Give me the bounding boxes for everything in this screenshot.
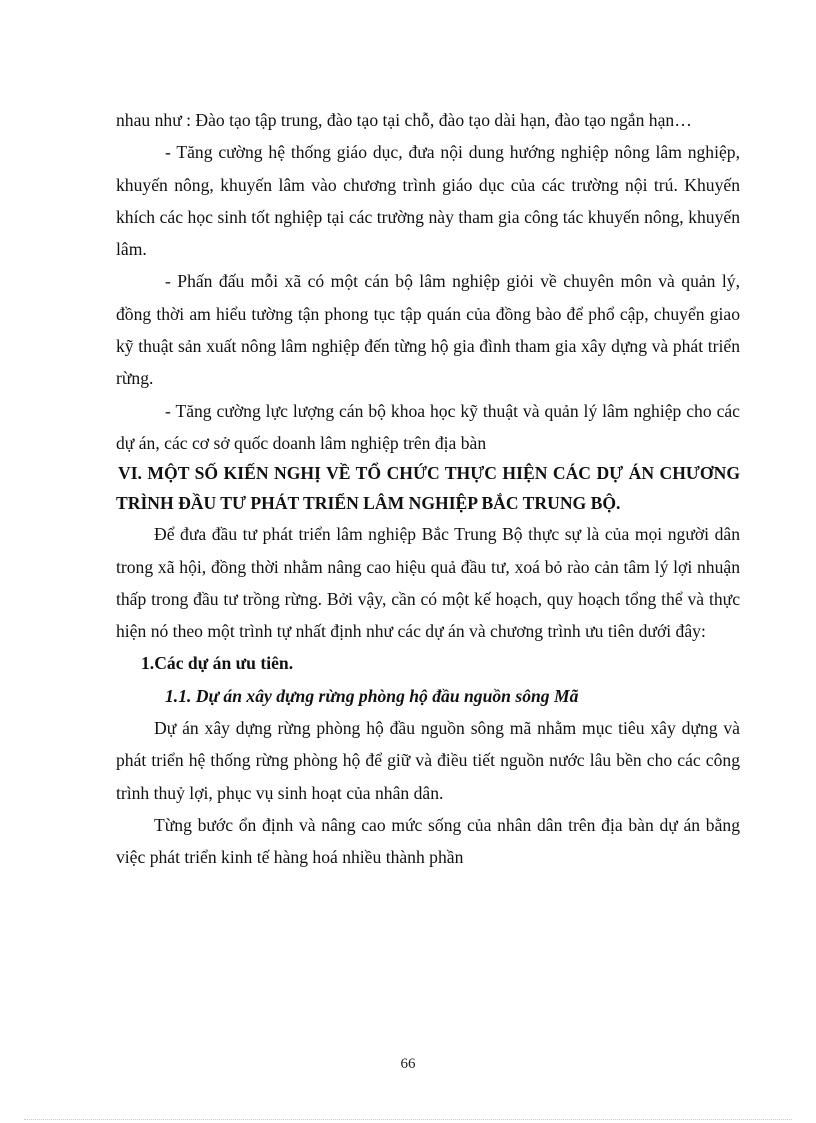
paragraph-living-standard: Từng bước ổn định và nâng cao mức sống của nhân dân trên địa bàn dự án bằng việc phát triển kinh tế hàng hoá nhiều thành phần [116,814,740,868]
paragraph-technical-staff: - Tăng cường lực lượng cán bộ khoa học kỹ thuật và quản lý lâm nghiệp cho các dự án, các cơ sở quốc doanh lâm nghiệp trên địa bàn [116,400,740,453]
page-number: 66 [400,1056,416,1072]
paragraph-section-intro: Để đưa đầu tư phát triển lâm nghiệp Bắc Trung Bộ thực sự là của mọi người dân trong xã hội, đồng thời nhằm nâng cao hiệu quả đầu tư, xoá bỏ rào cản tâm lý lợi nhuận thấp trong đầu tư trồng rừng. Bởi vậy, cần có một kế hoạch, quy hoạch tổng thể và thực hiện nó theo một trình tự nhất định như các dự án và chương trình ưu tiên dưới đây: [116,524,740,642]
paragraph-commune-officer: - Phấn đấu mỗi xã có một cán bộ lâm nghiệp giỏi về chuyên môn và quản lý, đồng thời am hiểu tường tận phong tục tập quán của đồng bào để phổ cập, chuyển giao kỹ thuật sản xuất nông lâm nghiệp đến từng hộ gia đình tham gia xây dựng và phát triển rừng. [116,271,740,389]
paragraph-training-types: nhau như : Đào tạo tập trung, đào tạo tại chỗ, đào tạo dài hạn, đào tạo ngắn hạn… [116,110,692,130]
page-bottom-divider [24,1119,792,1120]
section-heading-vi: VI. MỘT SỐ KIẾN NGHỊ VỀ TỔ CHỨC THỰC HIỆN CÁC DỰ ÁN CHƯƠNG TRÌNH ĐẦU TƯ PHÁT TRIỂN LÂM NGHIỆP BẮC TRUNG BỘ. [116,463,740,514]
paragraph-project-goal: Dự án xây dựng rừng phòng hộ đầu nguồn sông mã nhằm mục tiêu xây dựng và phát triển hệ thống rừng phòng hộ để giữ và điều tiết nguồn nước lâu bền cho các công trình thuỷ lợi, phục vụ sinh hoạt của nhân dân. [116,718,740,803]
subheading-priority-projects: 1.Các dự án ưu tiên. [141,653,294,674]
body-text [116,104,740,874]
subheading-song-ma-project: 1.1. Dự án xây dựng rừng phòng hộ đầu nguồn sông Mã [165,685,579,706]
paragraph-education-system: - Tăng cường hệ thống giáo dục, đưa nội dung hướng nghiệp nông lâm nghiệp, khuyến nông, khuyến lâm vào chương trình giáo dục của các trường nội trú. Khuyến khích các học sinh tốt nghiệp tại các trường này tham gia công tác khuyến nông, khuyến lâm. [116,142,740,260]
